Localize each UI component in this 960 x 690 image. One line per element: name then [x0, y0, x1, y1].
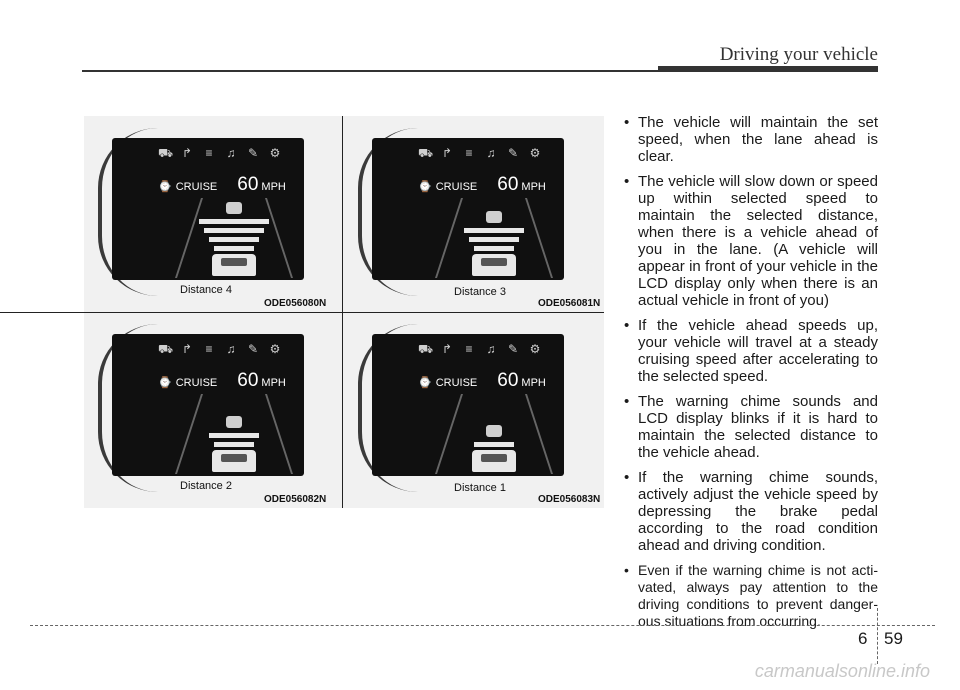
lcd-icon-bar [158, 146, 282, 162]
navigation-icon: ↱ [181, 146, 193, 160]
cruise-readout [418, 174, 546, 196]
set-speed: 60 [237, 370, 259, 391]
lane-graphic [424, 394, 564, 474]
cruise-label: CRUISE [435, 181, 478, 193]
distance-bar [469, 237, 519, 242]
music-icon: ♫ [226, 146, 236, 160]
cruise-readout [158, 370, 286, 392]
distance-bar [204, 228, 264, 233]
music-icon: ♫ [486, 342, 496, 356]
lane-icon: ≡ [205, 146, 213, 160]
bullet-item: • If the warning chime sounds, actively adjust the vehicle speed by depressing the brake pedal according to the road condition ahead and driving condition. [624, 469, 878, 554]
distance-bar [474, 442, 514, 447]
cluster-panel-distance-4 [84, 116, 344, 312]
distance-bar [464, 228, 524, 233]
header-rule-accent [658, 66, 878, 72]
distance-bar [199, 219, 269, 224]
figure-caption: Distance 1 [454, 482, 506, 494]
speed-unit: MPH [261, 181, 286, 193]
vehicle-ahead [226, 416, 242, 428]
distance-bar [214, 246, 254, 251]
cruise-icon: ⌚ [418, 181, 432, 193]
set-speed: 60 [497, 370, 519, 391]
page-section-number: 6 [858, 629, 868, 648]
lane-graphic [164, 198, 304, 278]
music-icon: ♫ [226, 342, 236, 356]
set-speed: 60 [497, 174, 519, 195]
lcd-screen [372, 334, 564, 476]
tools-icon: ✎ [247, 342, 259, 356]
navigation-icon: ↱ [441, 342, 453, 356]
speed-unit: MPH [261, 377, 286, 389]
cruise-readout [158, 174, 286, 196]
figure-code: ODE056080N [264, 298, 327, 309]
lcd-icon-bar [418, 146, 542, 162]
vehicle-ahead [226, 202, 242, 214]
body-text [620, 114, 878, 638]
page-header-title: Driving your vehicle [719, 44, 878, 65]
lcd-screen [112, 334, 304, 476]
lane-graphic [164, 394, 304, 474]
lcd-screen [372, 138, 564, 280]
bullet-item: • The vehicle will maintain the set speed, when the lane ahead is clear. [624, 114, 878, 165]
tools-icon: ✎ [507, 342, 519, 356]
figure-caption: Distance 2 [180, 480, 232, 492]
speed-unit: MPH [521, 181, 546, 193]
cruise-label: CRUISE [175, 377, 218, 389]
watermark: carmanualsonline.info [754, 661, 930, 681]
cruise-label: CRUISE [435, 377, 478, 389]
distance-bar [474, 246, 514, 251]
gear-icon: ⚙ [529, 146, 541, 160]
cluster-panel-distance-1 [344, 312, 604, 508]
set-speed: 60 [237, 174, 259, 195]
figure-code: ODE056083N [538, 494, 601, 505]
footer-rule [30, 625, 935, 626]
figure-caption: Distance 4 [180, 284, 232, 296]
page-number: 59 [884, 629, 903, 648]
cruise-icon: ⌚ [158, 181, 172, 193]
navigation-icon: ↱ [181, 342, 193, 356]
cluster-panel-distance-2 [84, 312, 344, 508]
cruise-icon: ⌚ [418, 377, 432, 389]
own-vehicle [212, 450, 256, 472]
cluster-panel-distance-3 [344, 116, 604, 312]
own-vehicle [472, 254, 516, 276]
lcd-icon-bar [418, 342, 542, 358]
distance-bar [214, 442, 254, 447]
figure-caption: Distance 3 [454, 286, 506, 298]
distance-bar [209, 237, 259, 242]
car-settings-icon: ⛟ [418, 342, 434, 356]
car-settings-icon: ⛟ [418, 146, 434, 160]
car-settings-icon: ⛟ [158, 342, 174, 356]
footer-vertical-rule [877, 608, 878, 664]
lane-icon: ≡ [465, 342, 473, 356]
figure-horizontal-divider [0, 312, 604, 313]
cruise-readout [418, 370, 546, 392]
figure-code: ODE056081N [538, 298, 601, 309]
tools-icon: ✎ [247, 146, 259, 160]
speed-unit: MPH [521, 377, 546, 389]
lcd-icon-bar [158, 342, 282, 358]
own-vehicle [212, 254, 256, 276]
bullet-item: • Even if the warning chime is not acti-vated, always pay attention to the driving conditions to prevent danger-ous situations from occurring. [624, 562, 878, 629]
distance-bar [209, 433, 259, 438]
bullet-item: • The vehicle will slow down or speed up within selected speed to maintain the selected distance, when there is a vehicle ahead of you in the lane. (A vehicle will appear in front of your vehicle in the LCD display only when there is an actual vehicle in front of you) [624, 173, 878, 309]
cruise-label: CRUISE [175, 181, 218, 193]
bullet-item: • If the vehicle ahead speeds up, your vehicle will travel at a steady cruising speed after accelerating to the selected speed. [624, 317, 878, 385]
music-icon: ♫ [486, 146, 496, 160]
gear-icon: ⚙ [269, 342, 281, 356]
gear-icon: ⚙ [529, 342, 541, 356]
car-settings-icon: ⛟ [158, 146, 174, 160]
cruise-icon: ⌚ [158, 377, 172, 389]
figure-code: ODE056082N [264, 494, 327, 505]
navigation-icon: ↱ [441, 146, 453, 160]
lane-icon: ≡ [205, 342, 213, 356]
lcd-screen [112, 138, 304, 280]
own-vehicle [472, 450, 516, 472]
vehicle-ahead [486, 425, 502, 437]
gear-icon: ⚙ [269, 146, 281, 160]
lane-icon: ≡ [465, 146, 473, 160]
bullet-item: • The warning chime sounds and LCD display blinks if it is hard to maintain the selected distance to the vehicle ahead. [624, 393, 878, 461]
tools-icon: ✎ [507, 146, 519, 160]
lane-graphic [424, 198, 564, 278]
vehicle-ahead [486, 211, 502, 223]
